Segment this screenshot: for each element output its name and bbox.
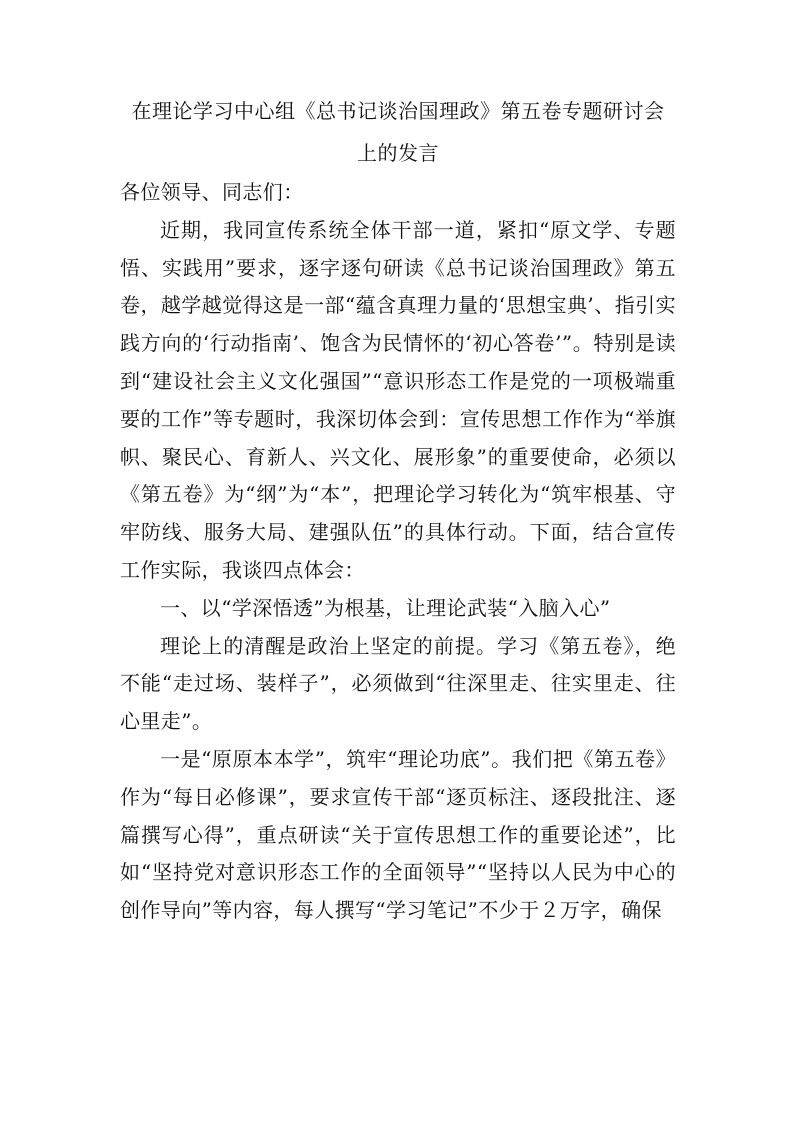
paragraph-section-1-intro: 理论上的清醒是政治上坚定的前提。学习《第五卷》，绝不能“走过场、装样子”，必须做到“往深里走、往实里走、往心里走”。 — [120, 633, 676, 734]
paragraph-intro: 近期，我同宣传系统全体干部一道，紧扣“原文学、专题悟、实践用”要求，逐字逐句研读《总书记谈治国理政》第五卷，越学越觉得这是一部“蕴含真理力量的‘思想宝典’、指引实践方向的‘行动指南’、饱含为民情怀的‘初心答卷’”。特别是读到“建设社会主义文化强国”“意识形态工作是党的一项极端重要的工作”等专题时，我深切体会到：宣传思想工作作为“举旗帜、聚民心、育新人、兴文化、展形象”的重要使命，必须以《第五卷》为“纲”为“本”，把理论学习转化为“筑牢根基、守牢防线、服务大局、建强队伍”的具体行动。下面，结合宣传工作实际，我谈四点体会： — [120, 217, 676, 582]
salutation: 各位领导、同志们： — [120, 180, 304, 204]
paragraph-point-1: 一是“原原本本学”，筑牢“理论功底”。我们把《第五卷》作为“每日必修课”，要求宣传干部“逐页标注、逐段批注、逐篇撰写心得”，重点研读“关于宣传思想工作的重要论述”，比如“坚持党对意识形态工作的全面领导”“坚持以人民为中心的创作导向”等内容，每人撰写“学习笔记”不少于２万字，确保 — [120, 746, 676, 923]
document-body — [120, 90, 676, 930]
document-title-line-1: 在理论学习中心组《总书记谈治国理政》第五卷专题研讨会 — [131, 99, 665, 123]
document-title-line-2: 上的发言 — [357, 141, 439, 165]
section-heading-1: 一、以“学深悟透”为根基，让理论武装“入脑入心” — [160, 595, 611, 620]
